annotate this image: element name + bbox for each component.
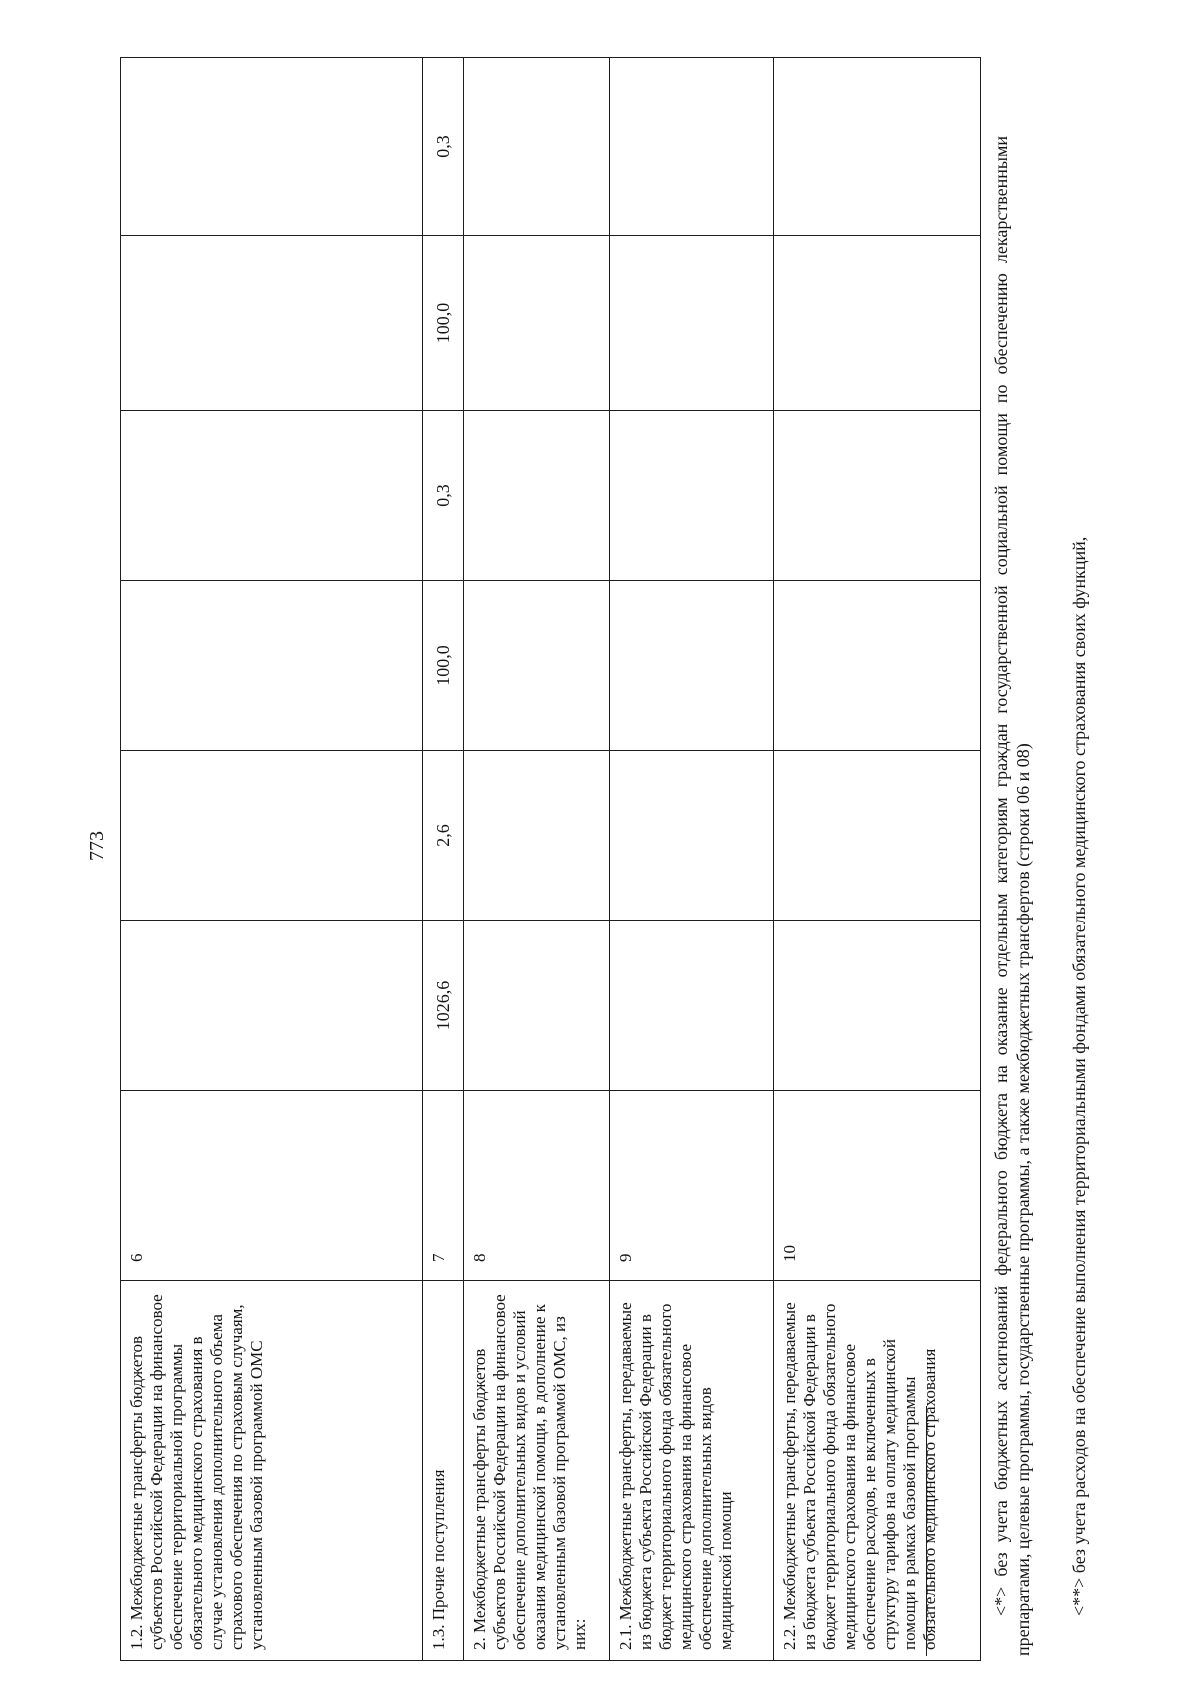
value-cell: 0,3 bbox=[423, 58, 464, 236]
value-cell: 100,0 bbox=[423, 581, 464, 751]
value-cell bbox=[610, 751, 774, 921]
table-row bbox=[774, 58, 981, 1661]
table-row bbox=[610, 58, 774, 1661]
table-row bbox=[464, 58, 610, 1661]
value-cell bbox=[774, 58, 981, 236]
footnote-separator bbox=[926, 1406, 927, 1656]
value-cell bbox=[610, 921, 774, 1091]
value-cell: 100,0 bbox=[423, 236, 464, 411]
row-code: 8 bbox=[464, 1091, 610, 1281]
value-cell bbox=[610, 411, 774, 581]
value-cell bbox=[121, 411, 423, 581]
row-label: 1.3. Прочие поступления bbox=[423, 1281, 464, 1661]
value-cell: 2,6 bbox=[423, 751, 464, 921]
value-cell bbox=[121, 751, 423, 921]
value-cell bbox=[610, 581, 774, 751]
table-row bbox=[121, 58, 423, 1661]
value-cell: 1026,6 bbox=[423, 921, 464, 1091]
value-cell bbox=[610, 236, 774, 411]
value-cell: 0,3 bbox=[423, 411, 464, 581]
value-cell bbox=[774, 751, 981, 921]
footnote-1: <*> без учета бюджетных ассигнований федерального бюджета на оказание отдельным категориям граждан государственной социальной помощи по обеспечению лекарственными препаратами, целевые программы, государственные программы, а также межбюджетных трансфертов (строки 06 и 08) bbox=[991, 136, 1033, 1656]
value-cell bbox=[464, 236, 610, 411]
value-cell bbox=[121, 921, 423, 1091]
row-label: 2.2. Межбюджетные трансферты, передаваемые из бюджета субъекта Российской Федерации в бюджет территориального фонда обязательного медицинского страхования на финансовое обеспечение расходов, не включенных в структуру тарифов на оплату медицинской помощи в рамках базовой программы обязательного медицинского страхования bbox=[774, 1281, 981, 1661]
table-row bbox=[423, 58, 464, 1661]
value-cell bbox=[774, 581, 981, 751]
value-cell bbox=[121, 581, 423, 751]
value-cell bbox=[464, 751, 610, 921]
value-cell bbox=[610, 58, 774, 236]
value-cell bbox=[464, 581, 610, 751]
value-cell bbox=[121, 236, 423, 411]
page-number: 773 bbox=[86, 831, 108, 861]
row-label: 2. Межбюджетные трансферты бюджетов субъектов Российской Федерации на финансовое обеспечение дополнительных видов и условий оказания медицинской помощи, в дополнение к установленным базовой программой ОМС, из них: bbox=[464, 1281, 610, 1661]
value-cell bbox=[774, 236, 981, 411]
row-code: 10 bbox=[774, 1091, 981, 1281]
value-cell bbox=[464, 411, 610, 581]
row-code: 6 bbox=[121, 1091, 423, 1281]
footnote-2: <**> без учета расходов на обеспечение выполнения территориальными фондами обязательного медицинского страхования своих функций, bbox=[1069, 536, 1089, 1616]
value-cell bbox=[464, 58, 610, 236]
row-code: 7 bbox=[423, 1091, 464, 1281]
value-cell bbox=[121, 58, 423, 236]
row-label: 2.1. Межбюджетные трансферты, передаваемые из бюджета субъекта Российской Федерации в бюджет территориального фонда обязательного медицинского страхования на финансовое обеспечение дополнительных видов медицинской помощи bbox=[610, 1281, 774, 1661]
value-cell bbox=[774, 921, 981, 1091]
funding-table bbox=[120, 57, 981, 1661]
value-cell bbox=[464, 921, 610, 1091]
value-cell bbox=[774, 411, 981, 581]
row-label: 1.2. Межбюджетные трансферты бюджетов субъектов Российской Федерации на финансовое обеспечение территориальной программы обязательного медицинского страхования в случае установления дополнительного объема страхового обеспечения по страховым случаям, установленным базовой программой ОМС bbox=[121, 1281, 423, 1661]
row-code: 9 bbox=[610, 1091, 774, 1281]
